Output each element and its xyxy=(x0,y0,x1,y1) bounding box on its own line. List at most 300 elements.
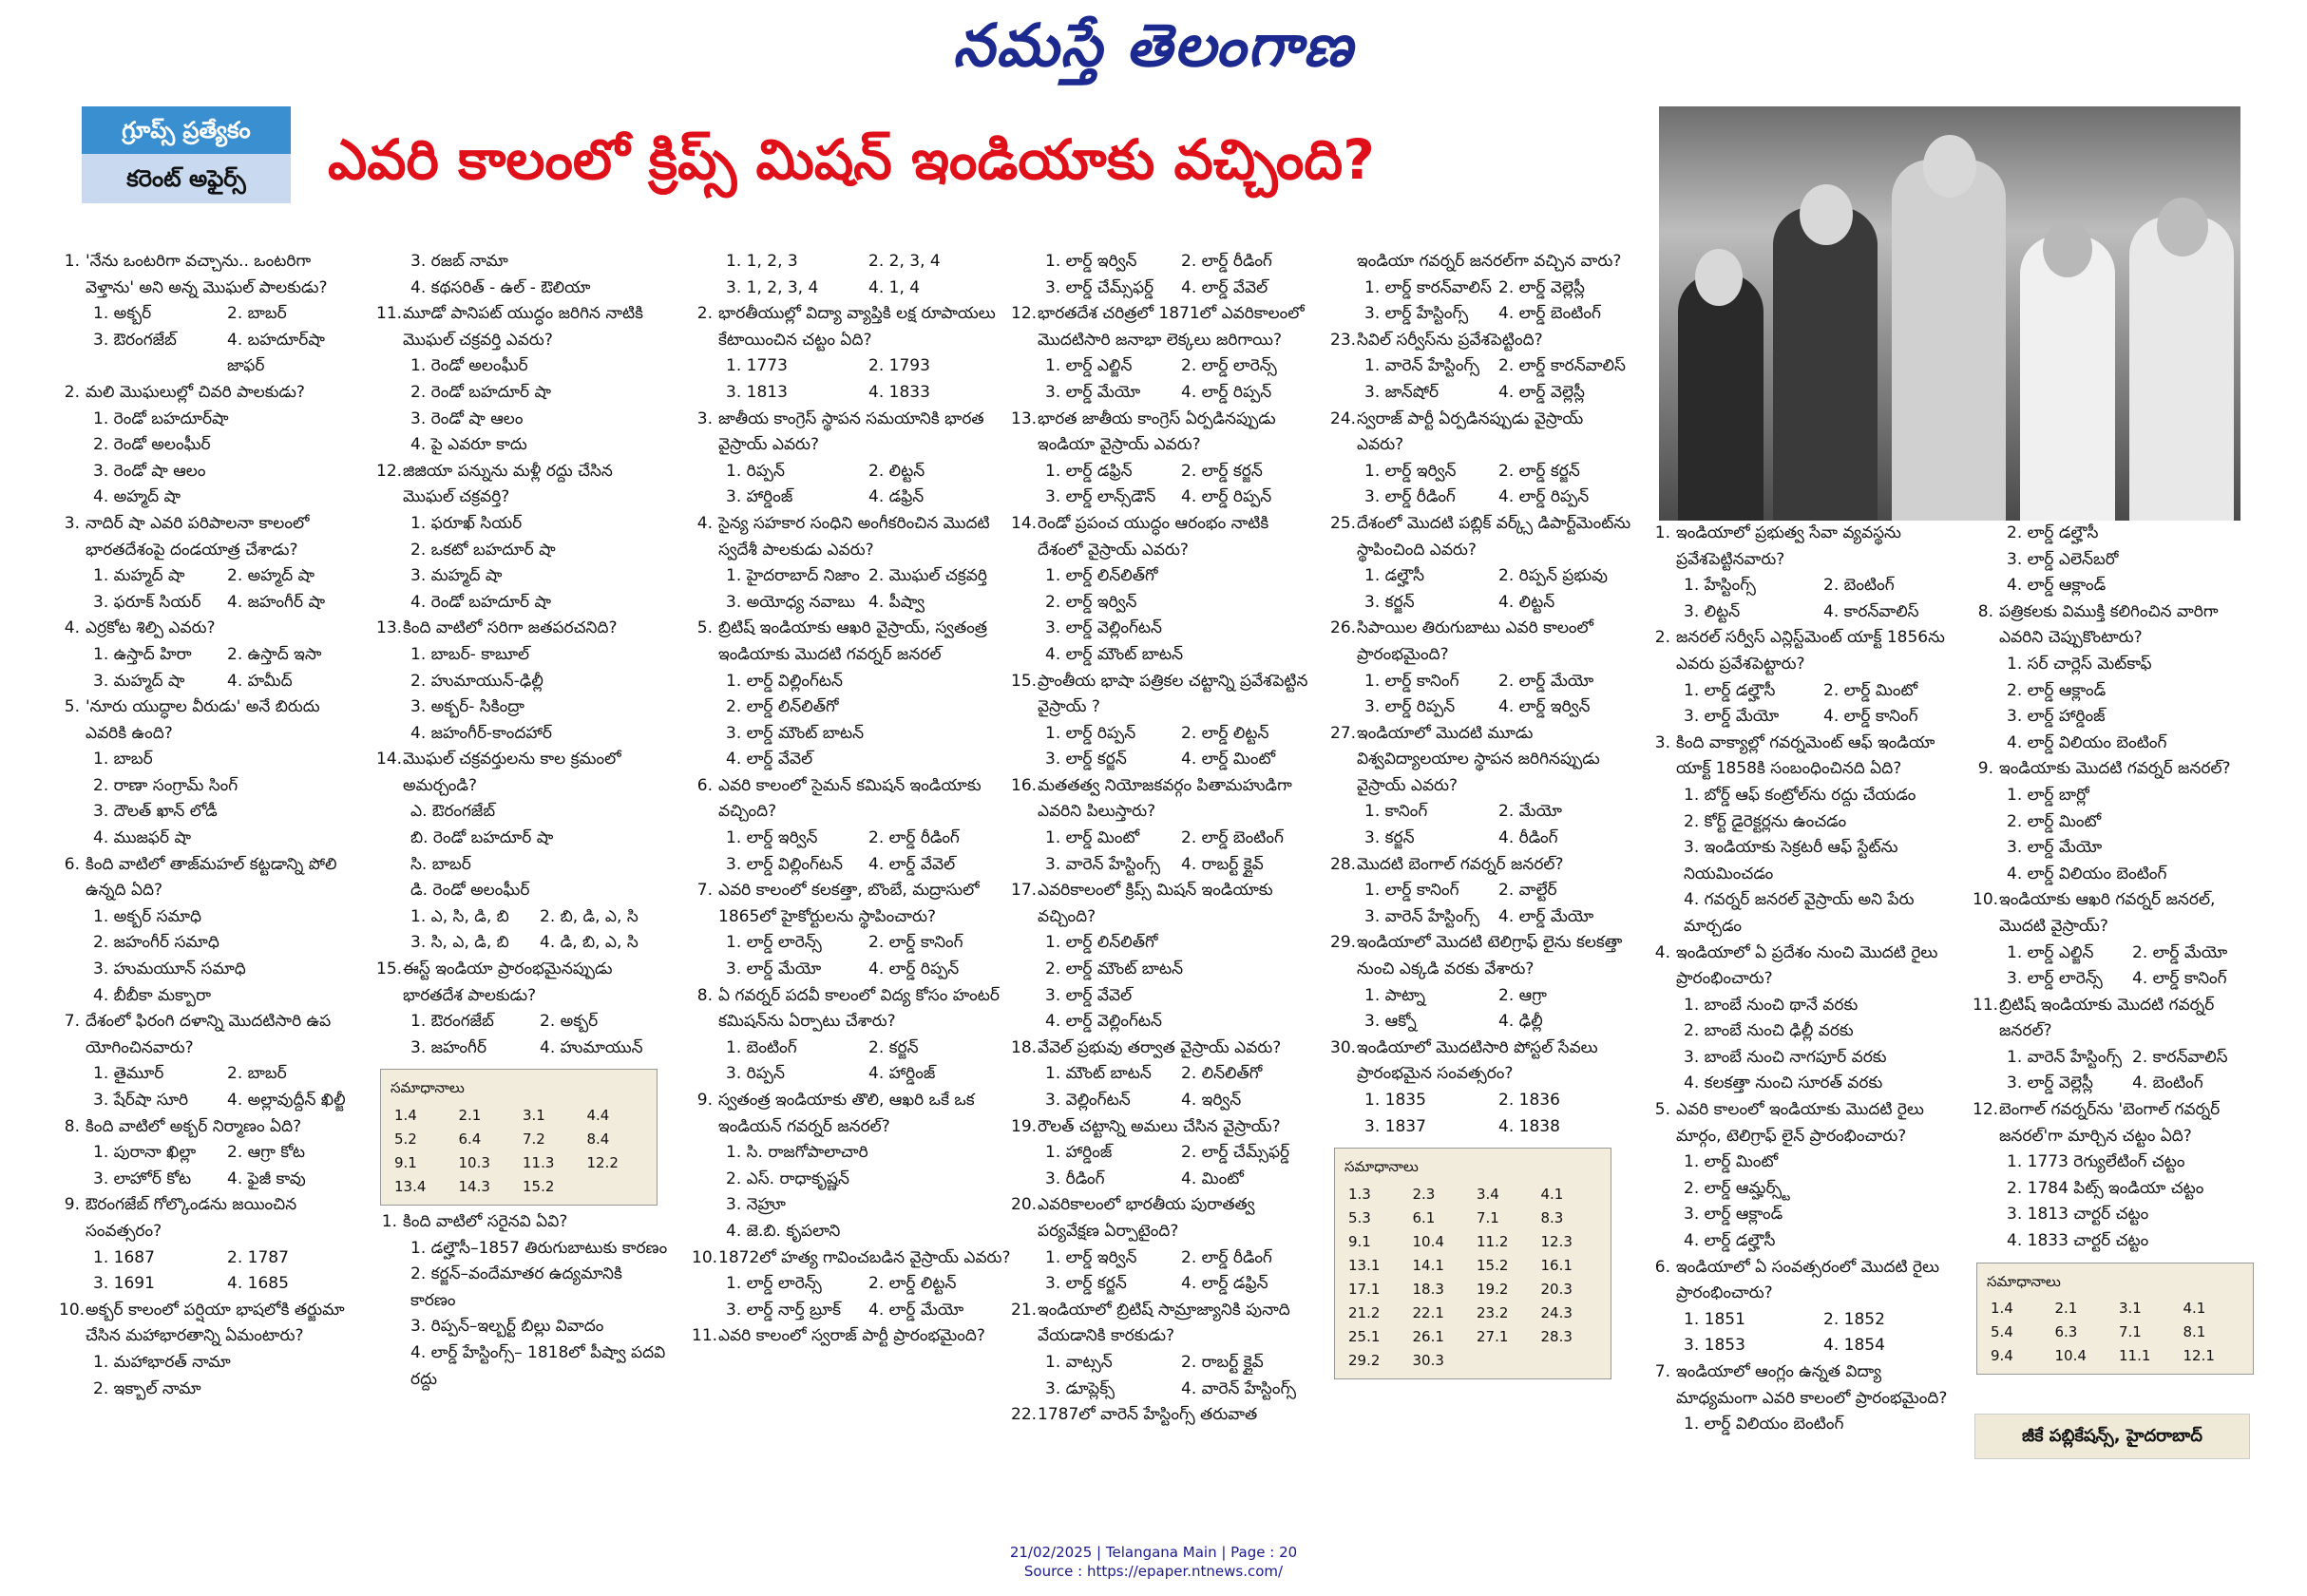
option-item: 1. లార్డ్ లిన్‌లిత్‌గో xyxy=(1045,566,1158,586)
options-list xyxy=(1330,669,1632,721)
question-text: ఇండియా గవర్నర్ జనరల్‌గా వచ్చిన వారు? xyxy=(1357,252,1622,271)
option-item: 2. రాబర్ట్ క్లైవ్ xyxy=(1181,1352,1264,1372)
option-item: 1. వాట్సన్ xyxy=(1045,1352,1113,1372)
question-number: 1. xyxy=(64,252,80,271)
options-list xyxy=(1330,353,1632,406)
option-item: 1. 1, 2, 3 xyxy=(726,252,798,271)
question-text-row xyxy=(376,1209,669,1236)
question-text: ఇండియాలో ప్రభుత్వ సేవా వ్యవస్థను ప్రవేశపెట్టినవారు? xyxy=(1676,523,1901,569)
footer-source-line: Source : https://epaper.ntnews.com/ xyxy=(1023,1563,1284,1580)
question-text: అక్బర్ కాలంలో పర్షియా భాషలోకి తర్జుమా చేసిన మహాభారతాన్ని ఏమంటారు? xyxy=(86,1300,345,1346)
question-text-row xyxy=(692,407,1011,459)
option-item: 3. లార్డ్ మౌంట్ బాటన్ xyxy=(726,723,865,743)
options-list xyxy=(1649,678,1963,731)
question-number: 22. xyxy=(1011,1405,1038,1425)
question-text: బ్రిటిష్ ఇండియాకు మొదటి గవర్నర్ జనరల్? xyxy=(1999,995,2215,1041)
option-item: 4. లార్డ్ వెల్లెస్లీ xyxy=(1498,382,1585,402)
section-tag xyxy=(82,106,291,203)
option-item: 2. లార్డ్ మేయో xyxy=(1498,671,1594,691)
question-text: మొదటి బెంగాల్ గవర్నర్ జనరల్? xyxy=(1357,854,1564,874)
option-item: 2. ఎస్. రాధాకృష్ణన్ xyxy=(726,1168,849,1188)
option-item: 4. లార్డ్ మేయో xyxy=(868,1300,964,1320)
option-item: 4. మింటో xyxy=(1181,1168,1244,1188)
question-number: 4. xyxy=(696,513,713,533)
options-list xyxy=(1649,993,1963,1097)
option-item: 4. లార్డ్ ఇర్విన్ xyxy=(1498,697,1591,717)
option-item: 3. డూప్లెక్స్ xyxy=(1045,1378,1115,1398)
question-item xyxy=(1649,1097,1963,1255)
option-item: 2. ఇక్బాల్ నామా xyxy=(93,1378,201,1398)
option-item: 3. 1853 xyxy=(1684,1336,1745,1356)
answer-item: 30.3 xyxy=(1412,1351,1444,1369)
question-text: ఇండియాలో మొదటిసారి పోస్టల్ సేవలు ప్రారంభమైన సంవత్సరం? xyxy=(1357,1037,1598,1084)
question-text-row xyxy=(1011,773,1317,826)
option-item: 2. ఆగ్రా కోట xyxy=(227,1143,305,1163)
option-item: 4. లార్డ్ వెల్లింగ్‌టన్ xyxy=(1045,1012,1162,1032)
question-text-row xyxy=(59,1009,361,1061)
option-item: 4. ముజఫర్ షా xyxy=(93,828,192,848)
option-item: 2. లార్డ్ లారెన్స్ xyxy=(1181,356,1277,376)
option-item: 3. ఆక్నో xyxy=(1364,1012,1417,1032)
question-text: ఇండియాలో ఆంగ్లం ఉన్నత విద్యా మాధ్యమంగా ఎవరి కాలంలో ప్రారంభమైంది? xyxy=(1676,1362,1948,1408)
answer-item: 12.2 xyxy=(586,1154,619,1171)
options-list xyxy=(1011,459,1317,511)
option-item: 2. వాల్టేర్ xyxy=(1498,881,1557,901)
option-item: 1. 1835 xyxy=(1364,1091,1426,1110)
answer-item: 4.1 xyxy=(2183,1300,2206,1318)
question-item xyxy=(1011,773,1317,878)
option-item: 1. మౌంట్ బాటన్ xyxy=(1045,1064,1152,1084)
question-text-row xyxy=(59,1114,361,1141)
answer-item: 21.2 xyxy=(1348,1303,1381,1321)
option-item: 3. వెల్లింగ్‌టన్ xyxy=(1045,1091,1131,1110)
question-column-5 xyxy=(1330,249,1632,1383)
answer-item: 5.3 xyxy=(1348,1208,1371,1226)
option-item: 3. లార్డ్ లారెన్స్ xyxy=(2007,969,2103,989)
question-text: ప్రాంతీయ భాషా పత్రికల చట్టాన్ని ప్రవేశపెట్టిన వైస్రాయ్ ? xyxy=(1038,671,1308,717)
question-text: మతతత్వ నియోజకవర్గం పితామహుడిగా ఎవరిని పిలుస్తారు? xyxy=(1038,775,1292,822)
option-item: 4. పీష్వా xyxy=(868,592,925,612)
question-item xyxy=(692,407,1011,511)
option-item: 3. రెండో షా ఆలం xyxy=(410,408,524,428)
question-text: బ్రిటిష్ ఇండియాకు ఆఖరి వైస్రాయ్, స్వతంత్ర ఇండియాకు మొదటి గవర్నర్ జనరల్ xyxy=(718,618,988,664)
question-number: 2. xyxy=(64,382,80,402)
question-text-row xyxy=(376,459,669,511)
question-item xyxy=(1011,249,1317,301)
option-item: 2. జహంగీర్ సమాధి xyxy=(93,933,219,953)
option-item: 2. లార్డ్ కారన్‌వాలిస్ xyxy=(1498,356,1626,376)
options-list xyxy=(376,1009,669,1061)
question-text-row xyxy=(1011,1298,1317,1350)
options-list xyxy=(376,511,669,616)
question-item xyxy=(692,249,1011,301)
question-text-row xyxy=(376,301,669,353)
question-text: ఏ గవర్నర్ పదవీ కాలంలో విద్య కోసం హంటర్ కమిషన్‌ను ఏర్పాటు చేశారు? xyxy=(718,985,1000,1032)
option-item: 1. రెండో అలంఘీర్ xyxy=(410,356,528,376)
option-item: 4. 1685 xyxy=(227,1274,289,1294)
option-item: 2. రెండో అలంఘీర్ xyxy=(93,435,211,455)
option-item: 4. డి, బి, ఎ, సి xyxy=(540,933,639,953)
options-list xyxy=(1330,878,1632,930)
question-item xyxy=(1973,993,2258,1097)
answer-item: 13.4 xyxy=(394,1178,427,1195)
option-item: 2. లార్డ్ చేమ్స్‌ఫర్డ్ xyxy=(1181,1143,1290,1163)
option-item: 4. హార్డింజ్ xyxy=(868,1064,936,1084)
options-list xyxy=(376,353,669,458)
question-number: 8. xyxy=(696,985,713,1005)
answer-item: 16.1 xyxy=(1540,1256,1573,1274)
option-item: 2. లార్డ్ కర్జన్ xyxy=(1181,461,1263,481)
question-text: బెంగాల్ గవర్నర్‌ను 'బెంగాల్ గవర్నర్ జనరల్'గా మార్చిన చట్టం ఏది? xyxy=(1999,1100,2221,1146)
question-text-row xyxy=(1649,521,1963,573)
answer-item: 11.1 xyxy=(2119,1347,2151,1365)
option-item: 1. లార్డ్ విల్లింగ్‌టన్ xyxy=(726,671,843,691)
question-item xyxy=(376,957,669,1061)
question-item xyxy=(376,1209,669,1393)
question-text: ఎర్రకోట శిల్పి ఎవరు? xyxy=(86,618,216,638)
option-item: 1. పురానా ఖిల్లా xyxy=(93,1143,197,1163)
option-item: 3. 1, 2, 3, 4 xyxy=(726,277,819,297)
question-text-row xyxy=(376,616,669,642)
question-text-row xyxy=(692,511,1011,563)
answer-item: 9.1 xyxy=(1348,1232,1371,1250)
option-item: 4. లార్డ్ హేస్టింగ్స్– 1818లో పీష్వా పదవి రద్దు xyxy=(410,1342,666,1389)
question-number: 8. xyxy=(64,1116,80,1136)
options-list xyxy=(59,642,361,694)
options-list xyxy=(692,1271,1011,1323)
question-text-row xyxy=(59,694,361,747)
option-item: 4. వారెన్ హేస్టింగ్స్ xyxy=(1181,1378,1297,1398)
option-item: 3. మహ్మద్ షా xyxy=(93,671,185,691)
option-item: 3. ఔరంగజేబ్ xyxy=(93,330,177,350)
option-item: 4. గవర్నర్ జనరల్ వైస్రాయ్ అని పేరు మార్చడం xyxy=(1684,890,1915,936)
question-item xyxy=(59,1298,361,1402)
question-item xyxy=(1011,1298,1317,1402)
answer-item: 29.2 xyxy=(1348,1351,1381,1369)
answer-item: 8.3 xyxy=(1540,1208,1564,1226)
question-number: 17. xyxy=(1011,881,1038,901)
historical-photo xyxy=(1659,106,2240,521)
options-list xyxy=(692,826,1011,878)
options-list xyxy=(1011,353,1317,406)
options-list xyxy=(376,249,669,301)
question-text-row xyxy=(1011,1192,1317,1244)
option-item: 1. బెంటింగ్ xyxy=(726,1037,797,1057)
option-item: 1. హార్డింజ్ xyxy=(1045,1143,1113,1163)
option-item: 4. లార్డ్ రిప్పన్ xyxy=(1498,487,1590,507)
options-list xyxy=(376,799,669,903)
options-list xyxy=(1011,721,1317,773)
answer-item: 7.1 xyxy=(2119,1323,2142,1341)
question-text: ఎవరి కాలంలో స్వరాజ్ పార్టీ ప్రారంభమైంది? xyxy=(718,1326,985,1346)
option-item: 2. లార్డ్ బెంటింగ్ xyxy=(1181,828,1284,848)
question-item xyxy=(59,1114,361,1193)
option-item: 3. షేర్‌షా సూరి xyxy=(93,1091,189,1110)
question-text-row xyxy=(1973,599,2258,652)
answers-box xyxy=(380,1069,658,1206)
question-number xyxy=(1330,249,1357,276)
options-list xyxy=(692,930,1011,982)
options-list xyxy=(1973,1150,2258,1254)
answer-item: 22.1 xyxy=(1412,1303,1444,1321)
options-list xyxy=(59,1061,361,1113)
option-item: 1. 1851 xyxy=(1684,1309,1745,1329)
option-item: 4. లార్డ్ రిప్పన్ xyxy=(868,960,960,979)
question-item xyxy=(692,773,1011,878)
question-item xyxy=(1973,756,2258,887)
option-item: 2. లార్డ్ ఆక్లాండ్ xyxy=(2007,680,2107,700)
option-item: 3. జహంగీర్ xyxy=(410,1037,487,1057)
question-text-row xyxy=(376,957,669,1009)
option-item: 2. లార్డ్ వెల్లెస్లీ xyxy=(1498,277,1585,297)
answer-item: 27.1 xyxy=(1477,1327,1509,1345)
question-item xyxy=(1649,1255,1963,1359)
question-text-row xyxy=(1330,249,1632,276)
option-item: 4. లార్డ్ కానింగ్ xyxy=(1823,707,1918,727)
question-item xyxy=(1649,940,1963,1098)
question-text: ఔరంగజేబ్ గోల్కొండను జయించిన సంవత్సరం? xyxy=(86,1195,297,1241)
options-list xyxy=(692,669,1011,773)
question-text: మలి మొఘలుల్లో చివరి పాలకుడు? xyxy=(86,382,305,402)
question-item xyxy=(59,511,361,616)
options-list xyxy=(692,563,1011,616)
question-item xyxy=(1011,1192,1317,1297)
option-item: 3. లార్డ్ వెల్లెస్లీ xyxy=(2007,1074,2093,1093)
option-item: 4. రాబర్ట్ క్లైవ్ xyxy=(1181,854,1264,874)
question-text: కింది వాటిలో అక్బర్ నిర్మాణం ఏది? xyxy=(86,1116,302,1136)
question-column-2 xyxy=(376,249,669,1393)
options-list xyxy=(1011,1245,1317,1298)
options-list xyxy=(692,353,1011,406)
question-item xyxy=(59,1009,361,1113)
question-item xyxy=(1973,1097,2258,1255)
options-list xyxy=(59,747,361,851)
option-item: 3. కర్జన్ xyxy=(1364,828,1415,848)
answers-title: సమాధానాలు xyxy=(1987,1272,2061,1290)
options-list xyxy=(1330,799,1632,851)
answer-item: 28.3 xyxy=(1540,1327,1573,1345)
option-item: 1. లార్డ్ రిప్పన్ xyxy=(1045,723,1136,743)
options-list xyxy=(59,1245,361,1298)
options-list xyxy=(692,1140,1011,1244)
question-number: 25. xyxy=(1330,513,1357,533)
answers-grid xyxy=(391,1104,647,1199)
options-list xyxy=(1011,249,1317,301)
question-column-3 xyxy=(692,249,1011,1350)
option-item: 1. బోర్డ్ ఆఫ్ కంట్రోల్‌ను రద్దు చేయడం xyxy=(1684,785,1916,805)
option-item: 2. బాబర్ xyxy=(227,1064,287,1084)
answer-item: 17.1 xyxy=(1348,1280,1381,1298)
answer-item: 11.2 xyxy=(1477,1232,1509,1250)
option-item: 1. బాబర్ xyxy=(93,750,153,770)
question-item xyxy=(692,983,1011,1088)
option-item: 3. అయోధ్య నవాబు xyxy=(726,592,855,612)
question-text: సివిల్ సర్వీస్‌ను ప్రవేశపెట్టింది? xyxy=(1357,330,1543,350)
option-item: 4. బీబీకా మక్బారా xyxy=(93,985,212,1005)
option-item: 4. లార్డ్ విలియం బెంటింగ్ xyxy=(2007,864,2167,884)
question-item xyxy=(1330,852,1632,931)
question-number: 20. xyxy=(1011,1195,1038,1215)
question-text-row xyxy=(1330,511,1632,563)
question-item xyxy=(1330,930,1632,1035)
option-item: 3. 1837 xyxy=(1364,1116,1426,1136)
question-text-row xyxy=(692,616,1011,668)
option-item: 2. లార్డ్ మౌంట్ బాటన్ xyxy=(1045,960,1184,979)
option-item: 3. మహ్మద్ షా xyxy=(410,566,503,586)
option-item: డి. రెండో అలంఘీర్ xyxy=(410,881,530,901)
option-item: 2. లార్డ్ ఇర్విన్ xyxy=(1045,592,1137,612)
option-item: 3. రిప్పన్ xyxy=(726,1064,785,1084)
options-list xyxy=(59,1350,361,1402)
question-text-row xyxy=(1649,1359,1963,1412)
tag-groups: గ్రూప్స్ ప్రత్యేకం xyxy=(82,106,291,154)
question-number: 1. xyxy=(381,1212,397,1231)
option-item: 2. 2, 3, 4 xyxy=(868,252,941,271)
answer-item: 8.1 xyxy=(2183,1323,2206,1341)
question-text: ఎవరికాలంలో భారతీయ పురాతత్వ పర్యవేక్షణ ఏర్పాటైంది? xyxy=(1038,1195,1255,1241)
option-item: 1. సర్ చార్లెస్ మెట్‌కాఫ్ xyxy=(2007,654,2152,674)
question-number: 5. xyxy=(1654,1100,1670,1120)
option-item: 1. అక్బర్ xyxy=(93,304,152,324)
answer-item: 24.3 xyxy=(1540,1303,1573,1321)
option-item: 2. 1852 xyxy=(1823,1309,1885,1329)
question-number: 12. xyxy=(1973,1100,1999,1120)
question-item xyxy=(59,1192,361,1297)
option-item: 2. బాబర్ xyxy=(227,304,287,324)
option-item: 3. 1813 xyxy=(726,382,788,402)
question-number: 9. xyxy=(64,1195,80,1215)
question-text: మూడో పానిపట్ యుద్ధం జరిగిన నాటికి మొఘల్ చక్రవర్తి ఎవరు? xyxy=(403,304,644,350)
answers-box xyxy=(1976,1263,2254,1376)
question-number: 14. xyxy=(376,750,403,770)
question-number: 16. xyxy=(1011,775,1038,795)
question-item xyxy=(1330,407,1632,511)
answer-item: 23.2 xyxy=(1477,1303,1509,1321)
option-item: 2. రెండో బహదూర్ షా xyxy=(410,382,551,402)
options-list xyxy=(1330,276,1632,328)
question-text: రెండో ప్రపంచ యుద్ధం ఆరంభం నాటికి దేశంలో వైస్రాయ్ ఎవరు? xyxy=(1038,513,1269,560)
question-text-row xyxy=(376,747,669,799)
question-text-row xyxy=(1330,1036,1632,1088)
question-text: కింది వాక్యాల్లో గవర్నమెంట్ ఆఫ్ ఇండియా యాక్ట్ 1858కి సంబంధించినది ఏది? xyxy=(1676,732,1935,779)
option-item: 2. 1836 xyxy=(1498,1091,1560,1110)
question-item xyxy=(692,1088,1011,1245)
question-text-row xyxy=(59,380,361,407)
option-item: 2. లార్డ్ మేయో xyxy=(2132,942,2228,962)
option-item: 4. 1838 xyxy=(1498,1116,1560,1136)
answer-item: 14.3 xyxy=(458,1178,490,1195)
option-item: 4. లార్డ్ డల్హౌసీ xyxy=(1684,1231,1776,1251)
question-number: 24. xyxy=(1330,408,1357,428)
option-item: 1. 1687 xyxy=(93,1247,155,1267)
answer-item: 14.1 xyxy=(1412,1256,1444,1274)
option-item: 2. లిట్టన్ xyxy=(868,461,925,481)
question-text: జిజియా పన్నును మళ్లీ రద్దు చేసిన మొఘల్ చక్రవర్తి? xyxy=(403,461,613,507)
option-item: 3. లార్డ్ వేవెల్ xyxy=(1045,985,1133,1005)
question-text: సైన్య సహకార సంధిని అంగీకరించిన మొదటి స్వదేశీ పాలకుడు ఎవరు? xyxy=(718,513,990,560)
option-item: 4. డఫ్రిన్ xyxy=(868,487,925,507)
option-item: 1. లార్డ్ లారెన్స్ xyxy=(726,933,822,953)
option-item: 1. లార్డ్ లిన్‌లిత్‌గో xyxy=(1045,933,1158,953)
answer-item: 6.3 xyxy=(2054,1323,2078,1341)
question-number: 28. xyxy=(1330,854,1357,874)
question-number: 1. xyxy=(1654,523,1670,542)
question-item xyxy=(1973,599,2258,757)
option-item: 1. 1773 xyxy=(726,356,788,376)
question-text: కింది వాటిలో సరిగా జతపరచనిది? xyxy=(403,618,618,638)
option-item: 1. లార్డ్ కారన్‌వాలిస్ xyxy=(1364,277,1492,297)
question-text-row xyxy=(1649,731,1963,783)
option-item: 2. రాణా సంగ్రామ్ సింగ్ xyxy=(93,775,238,795)
answer-item: 5.2 xyxy=(394,1130,417,1148)
answer-item: 1.3 xyxy=(1348,1185,1371,1203)
options-list xyxy=(1011,1140,1317,1192)
question-text: రౌలత్ చట్టాన్ని అమలు చేసిన వైస్రాయ్? xyxy=(1038,1116,1281,1136)
question-item xyxy=(692,616,1011,773)
question-item xyxy=(1649,625,1963,730)
answer-item: 2.1 xyxy=(458,1107,482,1124)
publisher-credit: జీకే పబ్లికేషన్స్, హైదరాబాద్ xyxy=(1974,1414,2250,1459)
options-list xyxy=(1011,1350,1317,1402)
option-item: 4. బెంటింగ్ xyxy=(2132,1074,2203,1093)
tag-current-affairs: కరెంట్ అఫైర్స్ xyxy=(82,154,291,203)
answer-item: 7.2 xyxy=(523,1130,545,1148)
option-item: 4. ఢిల్లీ xyxy=(1498,1012,1543,1032)
question-text: ఎవరి కాలంలో ఇండియాకు మొదటి రైలు మార్గం, టెలిగ్రాఫ్ లైన్ ప్రారంభించారు? xyxy=(1676,1100,1924,1146)
option-item: 2. 1784 పిట్స్ ఇండియా చట్టం xyxy=(2007,1178,2204,1198)
question-item xyxy=(1973,521,2258,599)
option-item: 2. లార్డ్ కర్జన్ xyxy=(1498,461,1580,481)
question-number: 9. xyxy=(1977,759,1993,779)
question-number: 3. xyxy=(64,513,80,533)
option-item: 3. రిప్పన్–ఇల్బర్ట్ బిల్లు వివాదం xyxy=(410,1317,604,1337)
question-item xyxy=(59,249,361,380)
option-item: 3. అక్బర్- సికింద్రా xyxy=(410,697,524,717)
question-item xyxy=(376,249,669,301)
option-item: 1. ఫరూఖ్ సియర్ xyxy=(410,513,523,533)
question-text-row xyxy=(59,511,361,563)
question-text: ఎవరికాలంలో క్రిప్స్ మిషన్ ఇండియాకు వచ్చింది? xyxy=(1038,881,1273,926)
option-item: 4. అల్లావుద్దీన్ ఖిల్జీ xyxy=(227,1091,346,1110)
question-item xyxy=(1649,521,1963,625)
option-item: 1. లార్డ్ మింటో xyxy=(1684,1152,1779,1172)
option-item: 3. ఫరూక్ సియర్ xyxy=(93,592,201,612)
question-item xyxy=(376,747,669,904)
answer-item: 26.1 xyxy=(1412,1327,1444,1345)
masthead-title: నమస్తే తెలంగాణ xyxy=(952,10,1355,80)
option-item: 4. లార్డ్ వేవెల్ xyxy=(868,854,956,874)
option-item: 3. లార్డ్ కర్జన్ xyxy=(1045,1274,1127,1294)
option-item: 2. లార్డ్ రీడింగ్ xyxy=(1181,1247,1272,1267)
option-item: 2. కారన్‌వాలిస్ xyxy=(2132,1047,2228,1067)
option-item: 2. మొఘల్ చక్రవర్తి xyxy=(868,566,987,586)
option-item: 3. జాన్‌షోర్ xyxy=(1364,382,1439,402)
option-item: 4. ఫైజీ కావు xyxy=(227,1168,306,1188)
options-list xyxy=(59,407,361,511)
option-item: 3. రెండో షా ఆలం xyxy=(93,461,206,481)
question-number: 23. xyxy=(1330,330,1357,350)
answers-title: సమాధానాలు xyxy=(1344,1158,1419,1176)
option-item: 4. జె.బి. కృపలాని xyxy=(726,1221,841,1241)
answers-box xyxy=(1334,1148,1611,1379)
option-item: 3. వారెన్ హేస్టింగ్స్ xyxy=(1045,854,1161,874)
question-number: 5. xyxy=(696,618,713,638)
option-item: 4. లార్డ్ వేవెల్ xyxy=(726,750,813,770)
option-item: 3. దౌలత్ ఖాన్ లోడీ xyxy=(93,802,218,822)
options-list xyxy=(692,459,1011,511)
option-item: 3. లార్డ్ చేమ్స్‌ఫర్డ్ xyxy=(1045,277,1154,297)
option-item: 1. ఔరంగజేబ్ xyxy=(410,1012,494,1032)
